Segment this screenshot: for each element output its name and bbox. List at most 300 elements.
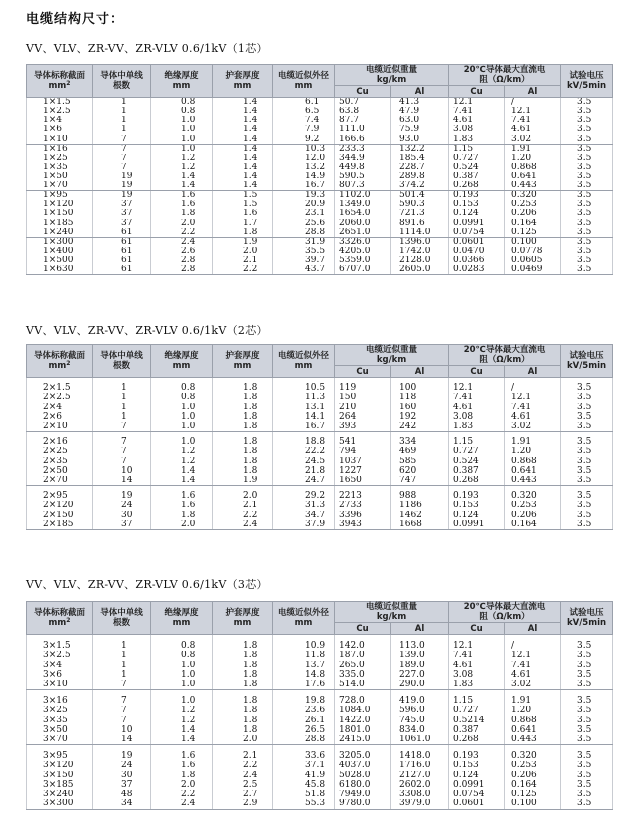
resistance-al-cell: 0.641 — [505, 725, 561, 735]
resistance-cu-cell: 0.0991 — [449, 219, 505, 228]
weight-cu-cell: 807.3 — [335, 181, 391, 191]
test-voltage-cell: 3.5 — [561, 716, 613, 726]
row-group — [27, 744, 613, 809]
header-resistance-al-text: Al — [527, 623, 538, 634]
table-row — [27, 265, 613, 275]
sheath-cell: 2.4 — [213, 771, 273, 781]
test-voltage-cell: 3.5 — [561, 378, 613, 394]
insulation-cell: 2.0 — [151, 219, 213, 228]
diameter-cell: 16.7 — [273, 181, 335, 191]
resistance-al-cell: 0.443 — [505, 735, 561, 745]
diameter-cell: 41.9 — [273, 771, 335, 781]
header-resistance-al-text: Al — [527, 366, 538, 377]
resistance-al-cell: 1.91 — [505, 144, 561, 154]
table-row — [27, 135, 613, 145]
weight-cu-cell: 3326.0 — [335, 237, 391, 247]
table-row — [27, 228, 613, 238]
weight-al-cell: 100 — [391, 378, 449, 394]
weight-al-cell: 289.8 — [391, 172, 449, 181]
table-row — [27, 393, 613, 403]
header-sheath-text: 护套厚度 — [225, 608, 260, 618]
table-row — [27, 476, 613, 486]
insulation-cell: 2.0 — [151, 780, 213, 790]
table-row — [27, 716, 613, 726]
weight-cu-cell: 1037 — [335, 457, 391, 467]
insulation-cell: 1.8 — [151, 209, 213, 218]
sheath-cell: 2.1 — [213, 744, 273, 761]
resistance-al-cell: 0.868 — [505, 163, 561, 172]
test-voltage-cell: 3.5 — [561, 422, 613, 432]
weight-cu-cell: 63.8 — [335, 107, 391, 116]
table-row — [27, 447, 613, 457]
size-cell: 1×70 — [27, 181, 93, 191]
size-cell: 2×6 — [27, 412, 93, 422]
header-size-sup: 2 — [66, 617, 71, 624]
resistance-cu-cell: 0.153 — [449, 200, 505, 209]
weight-al-cell: 132.2 — [391, 144, 449, 154]
size-cell: 1×300 — [27, 237, 93, 247]
resistance-cu-cell: 0.727 — [449, 154, 505, 163]
header-insulation-text: mm — [172, 618, 191, 628]
insulation-cell: 2.6 — [151, 247, 213, 256]
table-row — [27, 771, 613, 781]
header-weight-cu — [335, 623, 391, 635]
resistance-cu-cell: 0.387 — [449, 172, 505, 181]
weight-al-cell: 590.3 — [391, 200, 449, 209]
sheath-cell: 1.8 — [213, 725, 273, 735]
size-cell: 1×120 — [27, 200, 93, 209]
wire-count-cell: 37 — [93, 200, 151, 209]
header-weight-text: kg/km — [376, 612, 407, 622]
diameter-cell: 25.6 — [273, 219, 335, 228]
table-row — [27, 237, 613, 247]
wire-count-cell: 19 — [93, 191, 151, 201]
table-row — [27, 680, 613, 690]
header-resistance-text: 阻（Ω/km） — [479, 75, 530, 85]
resistance-cu-cell: 0.268 — [449, 476, 505, 486]
size-cell: 2×2.5 — [27, 393, 93, 403]
sheath-cell: 1.4 — [213, 125, 273, 134]
wire-count-cell: 19 — [93, 172, 151, 181]
weight-al-cell: 1061.0 — [391, 735, 449, 745]
sheath-cell: 1.9 — [213, 476, 273, 486]
header-wire-count-text: 根数 — [112, 361, 130, 371]
resistance-cu-cell: 7.41 — [449, 393, 505, 403]
resistance-cu-cell: 3.08 — [449, 125, 505, 134]
test-voltage-cell: 3.5 — [561, 256, 613, 265]
wire-count-cell: 1 — [93, 378, 151, 394]
resistance-al-cell: 0.253 — [505, 761, 561, 771]
header-test-voltage-text: 试验电压 — [569, 608, 604, 618]
diameter-cell: 14.1 — [273, 412, 335, 422]
table-row — [27, 144, 613, 154]
insulation-cell: 1.8 — [151, 511, 213, 521]
resistance-cu-cell: 0.153 — [449, 761, 505, 771]
header-test-voltage-text: 试验电压 — [569, 351, 604, 361]
row-group — [27, 635, 613, 690]
table-row — [27, 163, 613, 172]
header-resistance — [449, 602, 561, 623]
weight-al-cell: 290.0 — [391, 680, 449, 690]
size-cell: 1×16 — [27, 144, 93, 154]
insulation-cell: 1.4 — [151, 172, 213, 181]
resistance-cu-cell: 4.61 — [449, 661, 505, 671]
insulation-cell: 1.0 — [151, 125, 213, 134]
weight-cu-cell: 87.7 — [335, 116, 391, 125]
diameter-cell: 7.4 — [273, 116, 335, 125]
header-test-voltage-text: kV/5min — [566, 618, 607, 628]
resistance-cu-cell: 12.1 — [449, 378, 505, 394]
test-voltage-cell: 3.5 — [561, 780, 613, 790]
header-diameter-text: mm — [294, 81, 313, 91]
resistance-al-cell: 12.1 — [505, 107, 561, 116]
diameter-cell: 23.1 — [273, 209, 335, 218]
table-row — [27, 635, 613, 652]
header-weight-cu — [335, 86, 391, 98]
size-cell: 2×4 — [27, 403, 93, 413]
diameter-cell: 23.6 — [273, 706, 335, 716]
resistance-cu-cell: 0.193 — [449, 191, 505, 201]
resistance-al-cell: 1.91 — [505, 431, 561, 447]
spec-table-2core — [26, 344, 613, 530]
resistance-al-cell: 0.206 — [505, 209, 561, 218]
header-diameter — [273, 345, 335, 378]
diameter-cell: 17.6 — [273, 680, 335, 690]
sheath-cell: 1.8 — [213, 412, 273, 422]
header-size-text: mm — [48, 361, 67, 371]
test-voltage-cell: 3.5 — [561, 125, 613, 134]
wire-count-cell: 1 — [93, 107, 151, 116]
resistance-al-cell: 0.164 — [505, 780, 561, 790]
header-size-text: 导体标称截面 — [33, 608, 85, 618]
header-test-voltage — [561, 65, 613, 98]
test-voltage-cell: 3.5 — [561, 393, 613, 403]
header-sheath — [213, 65, 273, 98]
size-cell: 3×2.5 — [27, 651, 93, 661]
weight-cu-cell: 6707.0 — [335, 265, 391, 275]
test-voltage-cell: 3.5 — [561, 154, 613, 163]
weight-al-cell: 1114.0 — [391, 228, 449, 238]
resistance-cu-cell: 0.0470 — [449, 247, 505, 256]
test-voltage-cell: 3.5 — [561, 670, 613, 680]
resistance-al-cell: 0.641 — [505, 172, 561, 181]
sheath-cell: 2.0 — [213, 485, 273, 501]
size-cell: 1×185 — [27, 219, 93, 228]
wire-count-cell: 7 — [93, 457, 151, 467]
wire-count-cell: 7 — [93, 680, 151, 690]
header-weight — [335, 65, 449, 86]
wire-count-cell: 1 — [93, 661, 151, 671]
size-cell: 3×16 — [27, 689, 93, 706]
sheath-cell: 1.4 — [213, 144, 273, 154]
diameter-cell: 21.8 — [273, 466, 335, 476]
diameter-cell: 11.8 — [273, 651, 335, 661]
header-diameter-text: 电缆近似外径 — [277, 608, 329, 618]
sheath-cell: 1.8 — [213, 680, 273, 690]
resistance-cu-cell: 7.41 — [449, 651, 505, 661]
weight-al-cell: 2127.0 — [391, 771, 449, 781]
weight-al-cell: 419.0 — [391, 689, 449, 706]
weight-cu-cell: 514.0 — [335, 680, 391, 690]
diameter-cell: 10.3 — [273, 144, 335, 154]
weight-al-cell: 1396.0 — [391, 237, 449, 247]
header-wire-count — [93, 602, 151, 635]
weight-cu-cell: 7949.0 — [335, 790, 391, 800]
test-voltage-cell: 3.5 — [561, 116, 613, 125]
resistance-al-cell: 0.206 — [505, 771, 561, 781]
header-weight — [335, 602, 449, 623]
header-row — [27, 345, 613, 366]
size-cell: 3×95 — [27, 744, 93, 761]
resistance-cu-cell: 0.0754 — [449, 790, 505, 800]
header-resistance-cu-text: Cu — [470, 366, 483, 377]
weight-cu-cell: 4205.0 — [335, 247, 391, 256]
wire-count-cell: 14 — [93, 735, 151, 745]
resistance-cu-cell: 1.15 — [449, 144, 505, 154]
wire-count-cell: 1 — [93, 412, 151, 422]
table-row — [27, 761, 613, 771]
sheath-cell: 1.8 — [213, 228, 273, 238]
header-size-sup: 2 — [66, 80, 71, 87]
size-cell: 3×10 — [27, 680, 93, 690]
table-row — [27, 154, 613, 163]
weight-cu-cell: 1102.0 — [335, 191, 391, 201]
diameter-cell: 11.3 — [273, 393, 335, 403]
test-voltage-cell: 3.5 — [561, 219, 613, 228]
weight-al-cell: 75.9 — [391, 125, 449, 134]
wire-count-cell: 7 — [93, 163, 151, 172]
test-voltage-cell: 3.5 — [561, 771, 613, 781]
weight-cu-cell: 3943 — [335, 520, 391, 530]
diameter-cell: 33.6 — [273, 744, 335, 761]
weight-cu-cell: 393 — [335, 422, 391, 432]
resistance-al-cell: / — [505, 378, 561, 394]
diameter-cell: 31.9 — [273, 237, 335, 247]
table-row — [27, 501, 613, 511]
header-size-text: mm — [48, 618, 67, 628]
resistance-al-cell: 3.02 — [505, 680, 561, 690]
resistance-al-cell: / — [505, 635, 561, 652]
wire-count-cell: 1 — [93, 116, 151, 125]
test-voltage-cell: 3.5 — [561, 191, 613, 201]
header-sheath-text: 护套厚度 — [225, 351, 260, 361]
row-group — [27, 431, 613, 485]
test-voltage-cell: 3.5 — [561, 744, 613, 761]
header-sheath — [213, 345, 273, 378]
weight-al-cell: 1668 — [391, 520, 449, 530]
size-cell: 1×2.5 — [27, 107, 93, 116]
weight-al-cell: 93.0 — [391, 135, 449, 145]
wire-count-cell: 1 — [93, 125, 151, 134]
header-weight-cu-text: Cu — [356, 86, 369, 97]
row-group — [27, 485, 613, 529]
wire-count-cell: 37 — [93, 520, 151, 530]
header-size-text: 导体标称截面 — [33, 71, 85, 81]
sheath-cell: 1.4 — [213, 154, 273, 163]
resistance-al-cell: 0.253 — [505, 200, 561, 209]
weight-cu-cell: 344.9 — [335, 154, 391, 163]
insulation-cell: 1.6 — [151, 200, 213, 209]
wire-count-cell: 37 — [93, 209, 151, 218]
resistance-cu-cell: 0.524 — [449, 457, 505, 467]
sheath-cell: 1.4 — [213, 107, 273, 116]
header-wire-count-text: 导体中单线 — [100, 608, 143, 618]
weight-cu-cell: 1349.0 — [335, 200, 391, 209]
header-insulation-text: mm — [172, 81, 191, 91]
resistance-al-cell: 4.61 — [505, 125, 561, 134]
header-resistance-cu — [449, 623, 505, 635]
insulation-cell: 0.8 — [151, 393, 213, 403]
diameter-cell: 7.9 — [273, 125, 335, 134]
weight-cu-cell: 166.6 — [335, 135, 391, 145]
header-test-voltage-text: kV/5min — [566, 81, 607, 91]
diameter-cell: 55.3 — [273, 799, 335, 809]
wire-count-cell: 61 — [93, 265, 151, 275]
resistance-al-cell: 0.868 — [505, 457, 561, 467]
header-wire-count-text: 导体中单线 — [100, 351, 143, 361]
weight-al-cell: 1742.0 — [391, 247, 449, 256]
resistance-cu-cell: 0.0283 — [449, 265, 505, 275]
header-size — [27, 345, 93, 378]
insulation-cell: 1.6 — [151, 744, 213, 761]
sheath-cell: 1.8 — [213, 403, 273, 413]
test-voltage-cell: 3.5 — [561, 144, 613, 154]
wire-count-cell: 7 — [93, 135, 151, 145]
test-voltage-cell: 3.5 — [561, 725, 613, 735]
header-size-text: 导体标称截面 — [33, 351, 85, 361]
header-weight — [335, 345, 449, 366]
header-insulation — [151, 602, 213, 635]
diameter-cell: 18.8 — [273, 431, 335, 447]
weight-al-cell: 1462 — [391, 511, 449, 521]
weight-cu-cell: 6180.0 — [335, 780, 391, 790]
sheath-cell: 2.5 — [213, 780, 273, 790]
insulation-cell: 1.4 — [151, 725, 213, 735]
resistance-cu-cell: 12.1 — [449, 635, 505, 652]
wire-count-cell: 7 — [93, 431, 151, 447]
size-cell: 1×50 — [27, 172, 93, 181]
resistance-cu-cell: 0.0991 — [449, 780, 505, 790]
sheath-cell: 1.8 — [213, 689, 273, 706]
header-sheath-text: 护套厚度 — [225, 71, 260, 81]
resistance-cu-cell: 0.727 — [449, 706, 505, 716]
diameter-cell: 28.8 — [273, 735, 335, 745]
header-insulation-text: mm — [172, 361, 191, 371]
insulation-cell: 1.6 — [151, 761, 213, 771]
header-diameter-text: 电缆近似外径 — [277, 71, 329, 81]
weight-cu-cell: 142.0 — [335, 635, 391, 652]
wire-count-cell: 61 — [93, 247, 151, 256]
spec-table-1core — [26, 64, 613, 275]
sheath-cell: 1.6 — [213, 209, 273, 218]
sheath-cell: 2.2 — [213, 265, 273, 275]
size-cell: 2×120 — [27, 501, 93, 511]
wire-count-cell: 7 — [93, 689, 151, 706]
table-row — [27, 457, 613, 467]
row-group — [27, 144, 613, 191]
weight-cu-cell: 2213 — [335, 485, 391, 501]
size-cell: 2×10 — [27, 422, 93, 432]
diameter-cell: 19.3 — [273, 191, 335, 201]
test-voltage-cell: 3.5 — [561, 447, 613, 457]
header-weight-al — [391, 366, 449, 378]
table-row — [27, 790, 613, 800]
size-cell: 3×150 — [27, 771, 93, 781]
weight-cu-cell: 265.0 — [335, 661, 391, 671]
resistance-al-cell: 12.1 — [505, 393, 561, 403]
insulation-cell: 1.0 — [151, 431, 213, 447]
diameter-cell: 20.9 — [273, 200, 335, 209]
header-sheath — [213, 602, 273, 635]
weight-al-cell: 139.0 — [391, 651, 449, 661]
sheath-cell: 1.8 — [213, 393, 273, 403]
sheath-cell: 1.4 — [213, 135, 273, 145]
sheath-cell: 2.4 — [213, 520, 273, 530]
sheath-cell: 1.8 — [213, 670, 273, 680]
size-cell: 2×25 — [27, 447, 93, 457]
table-row — [27, 256, 613, 265]
resistance-cu-cell: 0.0991 — [449, 520, 505, 530]
header-sheath-text: mm — [233, 618, 252, 628]
size-cell: 3×240 — [27, 790, 93, 800]
test-voltage-cell: 3.5 — [561, 172, 613, 181]
diameter-cell: 45.8 — [273, 780, 335, 790]
weight-al-cell: 745.0 — [391, 716, 449, 726]
size-cell: 3×300 — [27, 799, 93, 809]
wire-count-cell: 14 — [93, 476, 151, 486]
test-voltage-cell: 3.5 — [561, 466, 613, 476]
sheath-cell: 1.4 — [213, 163, 273, 172]
table-row — [27, 116, 613, 125]
weight-cu-cell: 590.5 — [335, 172, 391, 181]
header-weight-cu-text: Cu — [356, 623, 369, 634]
size-cell: 1×240 — [27, 228, 93, 238]
resistance-al-cell: 7.41 — [505, 403, 561, 413]
insulation-cell: 1.6 — [151, 485, 213, 501]
weight-al-cell: 747 — [391, 476, 449, 486]
header-weight-cu-text: Cu — [356, 366, 369, 377]
resistance-cu-cell: 1.83 — [449, 422, 505, 432]
diameter-cell: 12.0 — [273, 154, 335, 163]
resistance-al-cell: 0.125 — [505, 790, 561, 800]
insulation-cell: 2.4 — [151, 799, 213, 809]
header-weight-text: 电缆近似重量 — [366, 65, 418, 75]
insulation-cell: 1.2 — [151, 457, 213, 467]
header-sheath-text: mm — [233, 81, 252, 91]
size-cell: 1×95 — [27, 191, 93, 201]
test-voltage-cell: 3.5 — [561, 735, 613, 745]
table-row — [27, 670, 613, 680]
insulation-cell: 1.2 — [151, 154, 213, 163]
test-voltage-cell: 3.5 — [561, 661, 613, 671]
table-row — [27, 412, 613, 422]
diameter-cell: 24.7 — [273, 476, 335, 486]
resistance-al-cell: 3.02 — [505, 422, 561, 432]
section-title-3: VV、VLV、ZR-VV、ZR-VLV 0.6/1kV（3芯） — [26, 578, 268, 591]
weight-al-cell: 1186 — [391, 501, 449, 511]
header-wire-count-text: 根数 — [112, 618, 130, 628]
table-row — [27, 780, 613, 790]
table-row — [27, 799, 613, 809]
header-weight-text: kg/km — [376, 355, 407, 365]
diameter-cell: 29.2 — [273, 485, 335, 501]
weight-cu-cell: 5028.0 — [335, 771, 391, 781]
resistance-al-cell: 4.61 — [505, 670, 561, 680]
weight-al-cell: 47.9 — [391, 107, 449, 116]
diameter-cell: 22.2 — [273, 447, 335, 457]
header-row — [27, 65, 613, 86]
sheath-cell: 1.8 — [213, 466, 273, 476]
